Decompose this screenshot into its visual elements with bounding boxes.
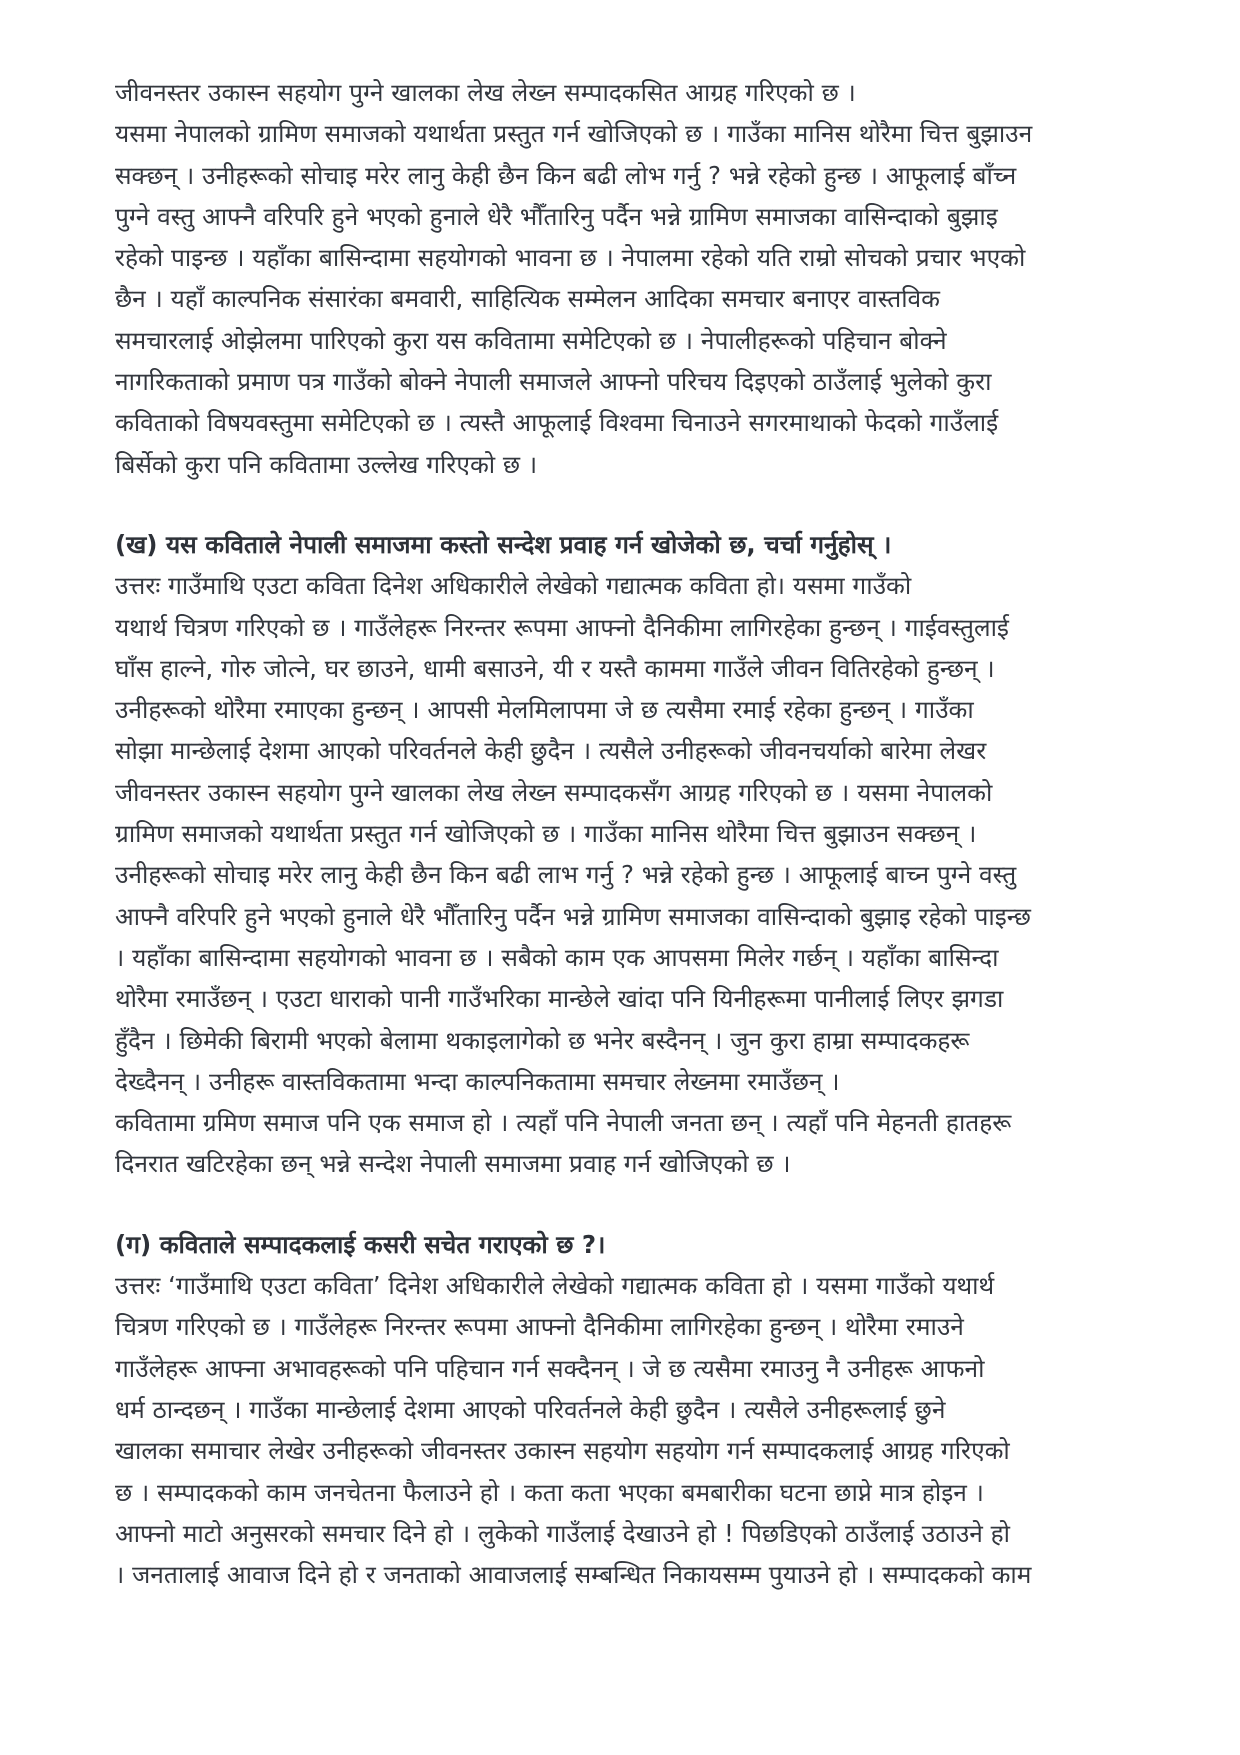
text-line: सक्छन् । उनीहरूको सोचाइ मरेर लानु केही छैन किन बढी लोभ गर्नु ? भन्ने रहेको हुन्छ । आफूलाई बाँच्न: [115, 160, 1017, 190]
text-line: जीवनस्तर उकास्न सहयोग पुग्ने खालका लेख लेख्न सम्पादकसँग आग्रह गरिएको छ । यसमा नेपालको: [115, 777, 993, 807]
text-line: उत्तरः ‘गाउँमाथि एउटा कविता’ दिनेश अधिकारीले लेखेको गद्यात्मक कविता हो । यसमा गाउँको यथार्थ: [115, 1271, 995, 1301]
section-kha-heading: (ख) यस कविताले नेपाली समाजमा कस्तो सन्देश प्रवाह गर्न खोजेको छ, चर्चा गर्नुहोस् ।: [115, 529, 892, 559]
text-line: रहेको पाइन्छ । यहाँका बासिन्दामा सहयोगको भावना छ । नेपालमा रहेको यति राम्रो सोचको प्रचार भएको: [115, 243, 1026, 273]
text-line: यसमा नेपालको ग्रामिण समाजको यथार्थता प्रस्तुत गर्न खोजिएको छ । गाउँका मानिस थोरैमा चित्त बुझाउन: [115, 119, 1033, 149]
text-line: पुग्ने वस्तु आफ्नै वरिपरि हुने भएको हुनाले धेरै भौँतारिनु पर्दैन भन्ने ग्रामिण समाजका वासिन्दाको बुझाइ: [115, 201, 998, 231]
text-line: देख्दैनन् । उनीहरू वास्तविकतामा भन्दा काल्पनिकतामा समचार लेख्नमा रमाउँछन् ।: [115, 1066, 840, 1096]
text-line: कवितामा ग्रमिण समाज पनि एक समाज हो । त्यहाँ पनि नेपाली जनता छन् । त्यहाँ पनि मेहनती हातहरू: [115, 1108, 1012, 1138]
text-line: उत्तरः गाउँमाथि एउटा कविता दिनेश अधिकारीले लेखेको गद्यात्मक कविता हो। यसमा गाउँको: [115, 571, 912, 601]
section-gap: [115, 1185, 1155, 1224]
text-line: उनीहरूको सोचाइ मरेर लानु केही छैन किन बढी लाभ गर्नु ? भन्ने रहेको हुन्छ । आफूलाई बाच्न पुग्ने वस्तु: [115, 860, 1017, 890]
text-line: नागरिकताको प्रमाण पत्र गाउँको बोक्ने नेपाली समाजले आफ्नो परिचय दिइएको ठाउँलाई भुलेको कुरा: [115, 367, 992, 397]
text-line: हुँदैन । छिमेकी बिरामी भएको बेलामा थकाइलागेको छ भनेर बस्दैनन् । जुन कुरा हाम्रा सम्पादकहरू: [115, 1025, 970, 1055]
text-line: जीवनस्तर उकास्न सहयोग पुग्ने खालका लेख लेख्न सम्पादकसित आग्रह गरिएको छ ।: [115, 78, 856, 107]
document-body: [115, 72, 1155, 1595]
section-ga-heading: (ग) कविताले सम्पादकलाई कसरी सचेत गराएको छ ?।: [115, 1229, 606, 1259]
text-line: आफ्नो माटो अनुसरको समचार दिने हो । लुकेको गाउँलाई देखाउने हो ! पिछडिएको ठाउँलाई उठाउने हो: [115, 1518, 1010, 1548]
text-line: छ । सम्पादकको काम जनचेतना फैलाउने हो । कता कता भएका बमबारीका घटना छाप्ने मात्र होइन ।: [115, 1477, 984, 1507]
text-line: खालका समाचार लेखेर उनीहरूको जीवनस्तर उकास्न सहयोग सहयोग गर्न सम्पादकलाई आग्रह गरिएको: [115, 1436, 1010, 1466]
text-line: सोझा मान्छेलाई देशमा आएको परिवर्तनले केही छुदैन । त्यसैले उनीहरूको जीवनचर्याको बारेमा लेखर: [115, 736, 987, 766]
text-line: । यहाँका बासिन्दामा सहयोगको भावना छ । सबैको काम एक आपसमा मिलेर गर्छन् । यहाँका बासिन्दा: [115, 942, 999, 972]
text-line: घाँस हाल्ने, गोरु जोत्ने, घर छाउने, धामी बसाउने, यी र यस्तै काममा गाउँले जीवन वितिरहेको हुन्छन् ।: [115, 653, 995, 683]
text-line: धर्म ठान्दछन् । गाउँका मान्छेलाई देशमा आएको परिवर्तनले केही छुदैन । त्यसैले उनीहरूलाई छुने: [115, 1394, 946, 1424]
text-line: यथार्थ चित्रण गरिएको छ । गाउँलेहरू निरन्तर रूपमा आफ्नो दैनिकीमा लागिरहेका हुन्छन् । गाईवस्तुलाई: [115, 612, 1009, 642]
text-line: छैन । यहाँ काल्पनिक संसारंका बमवारी, साहित्यिक सम्मेलन आदिका समचार बनाएर वास्तविक: [115, 284, 940, 314]
text-line: । जनतालाई आवाज दिने हो र जनताको आवाजलाई सम्बन्धित निकायसम्म पुयाउने हो । सम्पादकको काम: [115, 1560, 1032, 1590]
text-line: चित्रण गरिएको छ । गाउँलेहरू निरन्तर रूपमा आफ्नो दैनिकीमा लागिरहेका हुन्छन् । थोरैमा रमाउने: [115, 1312, 964, 1342]
text-line: आफ्नै वरिपरि हुने भएको हुनाले धेरै भौँतारिनु पर्दैन भन्ने ग्रामिण समाजका वासिन्दाको बुझाइ रहेको पाइन्छ: [115, 901, 1031, 931]
text-line: कविताको विषयवस्तुमा समेटिएको छ । त्यस्तै आफूलाई विश्वमा चिनाउने सगरमाथाको फेदको गाउँलाई: [115, 408, 999, 438]
text-line: बिर्सेको कुरा पनि कवितामा उल्लेख गरिएको छ ।: [115, 449, 538, 479]
text-line: गाउँलेहरू आफ्ना अभावहरूको पनि पहिचान गर्न सक्दैनन् । जे छ त्यसैमा रमाउनु नै उनीहरू आफनो: [115, 1353, 985, 1383]
text-line: समचारलाई ओझेलमा पारिएको कुरा यस कवितामा समेटिएको छ । नेपालीहरूको पहिचान बोक्ने: [115, 325, 947, 355]
text-line: उनीहरूको थोरैमा रमाएका हुन्छन् । आपसी मेलमिलापमा जे छ त्यसैमा रमाई रहेका हुन्छन् । गाउँका: [115, 695, 974, 725]
section-gap: [115, 485, 1155, 524]
text-line: दिनरात खटिरहेका छन् भन्ने सन्देश नेपाली समाजमा प्रवाह गर्न खोजिएको छ ।: [115, 1149, 791, 1179]
text-line: थोरैमा रमाउँछन् । एउटा धाराको पानी गाउँभरिका मान्छेले खांदा पनि यिनीहरूमा पानीलाई लिएर झगडा: [115, 984, 1004, 1014]
page-bottom-crop: [0, 1700, 1240, 1755]
text-line: ग्रामिण समाजको यथार्थता प्रस्तुत गर्न खोजिएको छ । गाउँका मानिस थोरैमा चित्त बुझाउन सक्छन् ।: [115, 819, 977, 849]
section-ga: [115, 1224, 1155, 1596]
intro-paragraph: [115, 72, 1155, 485]
section-kha: [115, 524, 1155, 1185]
